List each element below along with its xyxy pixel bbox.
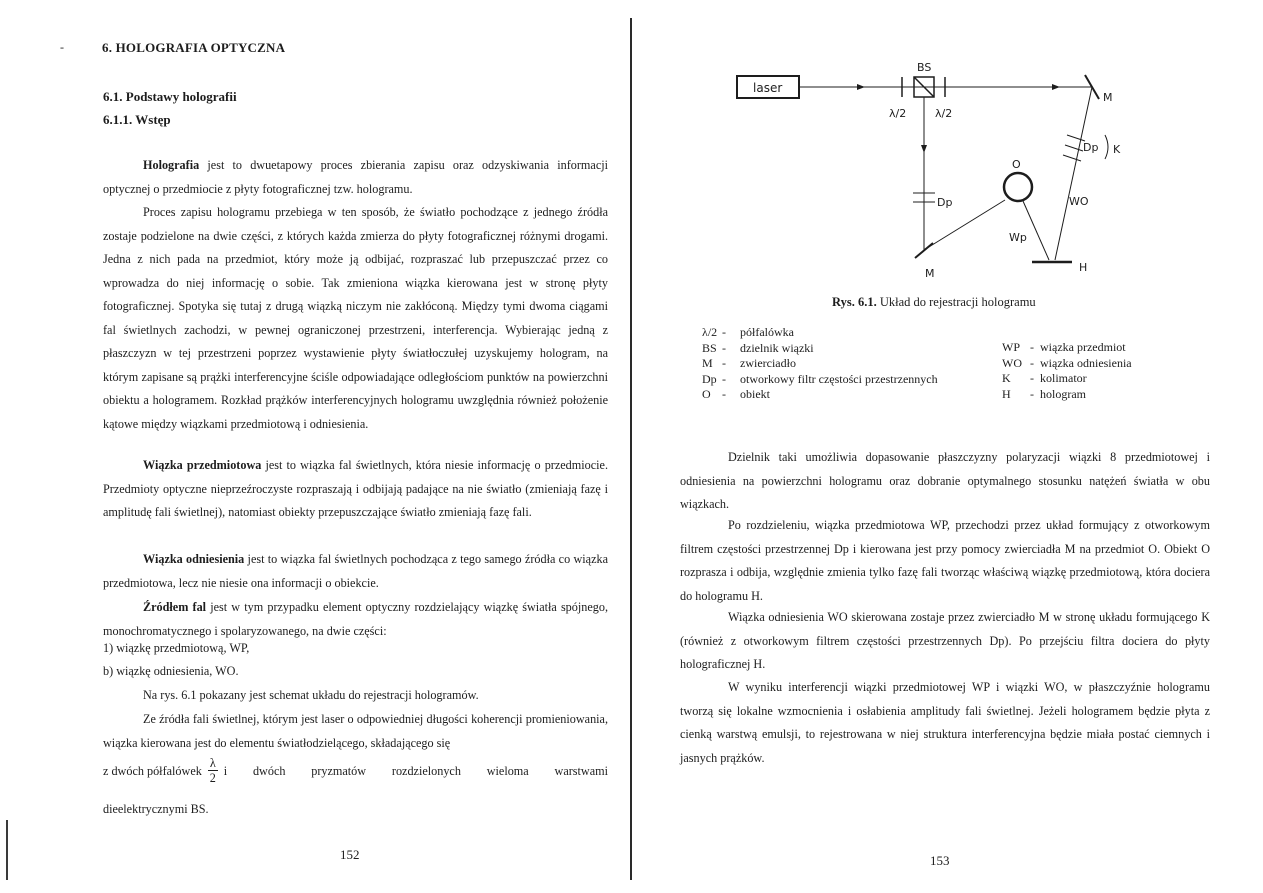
legend-symbol: M	[702, 356, 713, 370]
subsection-title: 6.1.1. Wstęp	[103, 112, 171, 127]
fraction-numerator: λ	[209, 756, 216, 770]
caption-prefix: Rys. 6.1.	[832, 295, 877, 309]
term-holografia: Holografia	[143, 158, 200, 172]
label-mirror-top: M	[1103, 91, 1113, 104]
chapter-dash: -	[60, 40, 64, 54]
legend-symbol: BS	[702, 340, 717, 355]
list-item-a: 1) wiązkę przedmiotową, WP,	[103, 641, 250, 655]
figure-caption	[832, 295, 1036, 310]
half-wave-fraction	[208, 756, 218, 785]
legend-dash: -	[1030, 386, 1034, 401]
legend-symbol: WP	[1002, 340, 1020, 354]
legend-row	[1002, 356, 1132, 372]
legend-right	[1002, 340, 1132, 402]
legend-row	[1002, 340, 1132, 356]
legend-row	[702, 387, 938, 403]
legend-row	[1002, 371, 1132, 387]
legend-dash: -	[1030, 355, 1034, 370]
legend-text: obiekt	[740, 387, 770, 401]
legend-symbol: H	[1002, 386, 1011, 401]
paragraph-holografia	[103, 154, 608, 201]
arrow-icon	[857, 84, 865, 90]
paragraph-text: jest to wiązka fal świetlnych pochodząca z tego samego źródła co wiązka przedmiotowa, lecz nie niesie ona informacji o obiekcie.	[103, 552, 608, 590]
hologram-setup-diagram	[727, 55, 1197, 285]
label-dp-right: Dp	[1083, 141, 1099, 154]
legend-symbol: WO	[1002, 355, 1022, 370]
paragraph-text: Ze źródła fali świetlnej, którym jest laser o odpowiedniej długości koherencji promieniowania, wiązka kierowana jest do elementu światłodzielącego, składającego się	[103, 712, 608, 750]
arrow-icon	[921, 145, 927, 153]
legend-symbol: O	[702, 387, 711, 401]
paragraph-text: jest to dwuetapowy proces zbierania zapisu oraz odzyskiwania informacji optycznej o przedmiocie z płyty fotograficznej tzw. hologramu.	[103, 158, 608, 196]
page-number: 153	[930, 853, 950, 868]
label-wp: Wp	[1009, 231, 1027, 244]
legend-text: zwierciadło	[740, 356, 796, 370]
legend-text: wiązka przedmiot	[1040, 340, 1126, 354]
paragraph-zrodlo-fal	[103, 596, 608, 643]
legend-text: kolimator	[1040, 371, 1087, 385]
legend-symbol: λ/2	[702, 325, 718, 339]
caption-text: Układ do rejestracji hologramu	[876, 295, 1036, 309]
object-circle	[1004, 173, 1032, 201]
legend-row	[702, 372, 938, 388]
paragraph-wiazka-odniesienia	[103, 548, 608, 595]
legend-dash: -	[722, 340, 726, 355]
list-item-b: b) wiązkę odniesienia, WO.	[103, 664, 239, 678]
legend-symbol: Dp	[702, 371, 717, 386]
legend-dash: -	[722, 371, 726, 386]
paragraph-rys	[103, 684, 608, 708]
left-page	[0, 0, 631, 893]
paragraph-laser	[103, 708, 608, 755]
legend-left	[702, 325, 938, 403]
legend-text: dzielnik wiązki	[740, 340, 814, 355]
paragraph-wiazka-wo: Wiązka odniesienia WO skierowana zostaje przez zwierciadło M w stronę układu formującego K (również z otworkowym filtrem częstości przestrzennych Dp). Po przejściu filtra dociera do płyty holograficznej H.	[680, 610, 1210, 671]
legend-row	[1002, 387, 1132, 403]
arrow-icon	[1052, 84, 1060, 90]
fraction-denominator: 2	[209, 771, 216, 785]
label-half-wave-1: λ/2	[889, 107, 907, 120]
k-mark	[1065, 145, 1083, 151]
paragraph-interferencja: W wyniku interferencji wiązki przedmiotowej WP i wiązki WO, w płaszczyźnie hologramu tworzą się lokalne wzmocnienia i osłabienia amplitudy fali świetlnej. Jeżeli hologramem będzie płyta z cienką warstwą emulsji, to rejestrowana w niej struktura interferencyjna będzie miała postać ciemnych i jasnych prążków.	[680, 680, 1210, 765]
label-bs: BS	[917, 61, 932, 74]
text-segment: i dwóch pryzmatów rozdzielonych wieloma warstwami	[223, 763, 608, 778]
paragraph-rozdzielenie: Po rozdzieleniu, wiązka przedmiotowa WP, przechodzi przez układ formujący z otworkowym filtrem częstości przestrzennej Dp i kierowana jest przy pomocy zwierciadła M na przedmiot O. Obiekt O rozprasza i odbija, względnie zmienia tylko fazę fali tworząc właściwą wiązkę przedmiotową, która dociera do hologramu H.	[680, 518, 1210, 603]
paragraph-dzielnik: Dzielnik taki umożliwia dopasowanie płaszczyzny polaryzacji wiązki 8 przedmiotowej i odniesienia na powierzchni hologramu oraz dobranie optymalnego stosunku natężeń światła w obu wiązkach.	[680, 450, 1210, 511]
label-laser: laser	[753, 81, 783, 95]
label-wo: WO	[1069, 195, 1089, 208]
legend-row	[702, 356, 938, 372]
label-k: K	[1113, 143, 1121, 156]
legend-symbol: K	[1002, 371, 1011, 385]
label-hologram: H	[1079, 261, 1088, 274]
legend-dash: -	[722, 325, 726, 339]
paragraph-proces	[103, 201, 608, 436]
beam-wp	[1023, 201, 1049, 260]
label-half-wave-2: λ/2	[935, 107, 953, 120]
legend-dash: -	[722, 356, 726, 370]
k-mark	[1063, 155, 1081, 161]
paragraph-text: jest w tym przypadku element optyczny rozdzielający wiązkę światła spójnego, monochromatycznego i spolaryzowanego, na dwie części:	[103, 600, 608, 638]
label-object: O	[1012, 158, 1021, 171]
legend-text: hologram	[1040, 386, 1086, 401]
page-number: 152	[340, 847, 360, 862]
legend-text: półfalówka	[740, 325, 794, 339]
section-title: 6.1. Podstawy holografii	[103, 89, 237, 104]
term-wiazka-odniesienia: Wiązka odniesienia	[143, 552, 245, 566]
legend-row	[702, 325, 938, 341]
paragraph-wiazka-przedmiotowa	[103, 454, 608, 525]
legend-text: otworkowy filtr częstości przestrzennych	[740, 371, 938, 386]
right-page	[632, 0, 1263, 893]
paragraph-laser-line3: dieelektrycznymi BS.	[103, 802, 209, 816]
paragraph-text: jest to wiązka fal świetlnych, która niesie informację o przedmiocie. Przedmioty optyczne nieprzeźroczyste rozpraszają i odbijają padające na nie światło (zmieniają fazę i amplitudę fali świetlnej), natomiast obiekty przepuszczające światło zmieniają fazę fali.	[103, 458, 608, 519]
paragraph-text: Na rys. 6.1 pokazany jest schemat układu do rejestracji hologramów.	[143, 688, 479, 702]
legend-text: wiązka odniesienia	[1040, 355, 1132, 370]
label-dp-left: Dp	[937, 196, 953, 209]
label-mirror-bottom: M	[925, 267, 935, 280]
term-zrodlo-fal: Źródłem fal	[143, 600, 207, 614]
k-bracket	[1105, 135, 1108, 159]
paragraph-laser-line2	[103, 756, 608, 785]
legend-dash: -	[722, 387, 726, 401]
legend-dash: -	[1030, 340, 1034, 354]
legend-row	[702, 341, 938, 357]
chapter-title: 6. HOLOGRAFIA OPTYCZNA	[102, 40, 286, 55]
legend-dash: -	[1030, 371, 1034, 385]
term-wiazka-przedmiotowa: Wiązka przedmiotowa	[143, 458, 262, 472]
text-segment: z dwóch półfalówek	[103, 763, 202, 778]
paragraph-text: Proces zapisu hologramu przebiega w ten sposób, że światło pochodzące z jednego źródła zostaje podzielone na dwie części, z których każda zmierza do płyty fotograficznej różnymi drogami. Jedna z nich pada na przedmiot, który może ją odbijać, rozpraszać lub przepuszczać przez co wprowadza do niej informację o sobie. Tak zmieniona wiązka kierowana jest w stronę płyty fotograficznej. Spotyka się tutaj z drugą wiązką niczym nie zakłóconą. Między tymi dwoma ciągami fal świetlnych zachodzi, w pewnej ograniczonej przestrzeni, interferencja. Wybierając jedną z płaszczyzn w tej przestrzeni poprzez wystawienie płyty światłoczułej uzyskujemy hologram, na którym zapisane są prążki interferencyjne ściśle odpowiadające odległościom punktów na powierzchni obiektu a hologramem. Rozkład prążków interferencyjnych hologramu uwzględnia również położenie kątowe między wiązkami przedmiotową i odniesienia.	[103, 205, 608, 431]
beam-wo	[1055, 87, 1092, 260]
